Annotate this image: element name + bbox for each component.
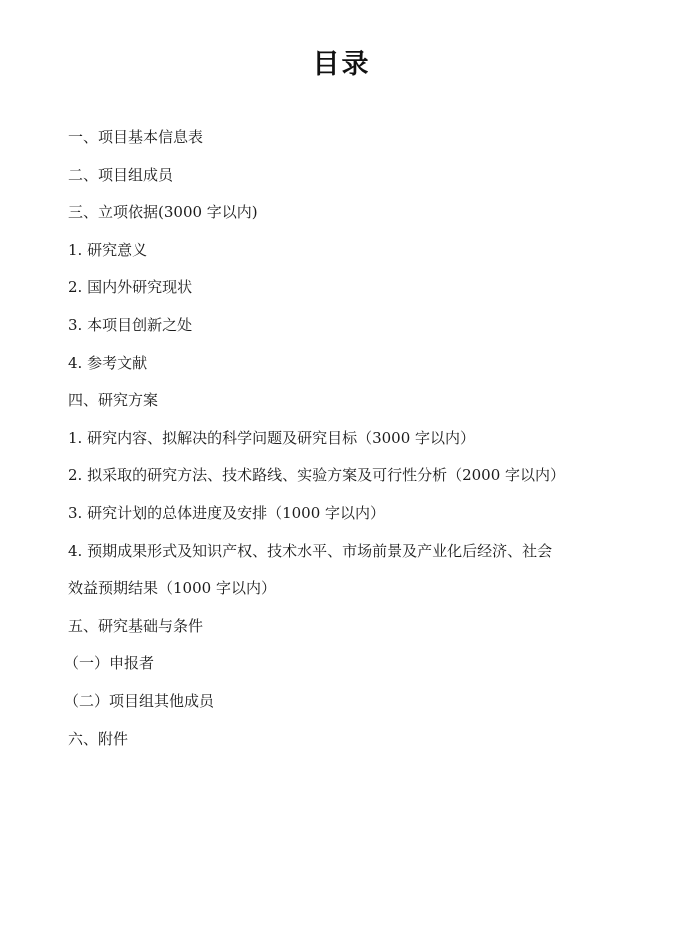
toc-item-team-members: 二、项目组成员 — [68, 165, 174, 184]
toc-subitem-other-members: （二）项目组其他成员 — [64, 691, 215, 710]
toc-subitem-expected-results: 4. 预期成果形式及知识产权、技术水平、市场前景及产业化后经济、社会 — [68, 541, 553, 560]
toc-item-research-plan: 四、研究方案 — [68, 391, 159, 410]
toc-subitem-applicant: （一）申报者 — [64, 654, 155, 673]
toc-item-attachments: 六、附件 — [68, 729, 129, 748]
toc-subitem-research-status: 2. 国内外研究现状 — [68, 278, 193, 297]
toc-subitem-significance: 1. 研究意义 — [68, 240, 148, 259]
toc-subitem-innovation: 3. 本项目创新之处 — [68, 315, 193, 334]
toc-subitem-references: 4. 参考文献 — [68, 353, 148, 372]
toc-subitem-expected-results-cont: 效益预期结果（1000 字以内） — [68, 579, 276, 598]
toc-subitem-schedule: 3. 研究计划的总体进度及安排（1000 字以内） — [68, 503, 386, 522]
page-title: 目录 — [312, 49, 371, 80]
toc-item-foundation: 五、研究基础与条件 — [68, 616, 204, 635]
toc-subitem-research-content: 1. 研究内容、拟解决的科学问题及研究目标（3000 字以内） — [68, 428, 476, 447]
toc-subitem-research-methods: 2. 拟采取的研究方法、技术路线、实验方案及可行性分析（2000 字以内） — [68, 466, 566, 485]
table-of-contents — [64, 124, 638, 763]
toc-item-project-info: 一、项目基本信息表 — [68, 128, 204, 146]
toc-item-basis: 三、立项依据(3000 字以内) — [68, 203, 258, 222]
